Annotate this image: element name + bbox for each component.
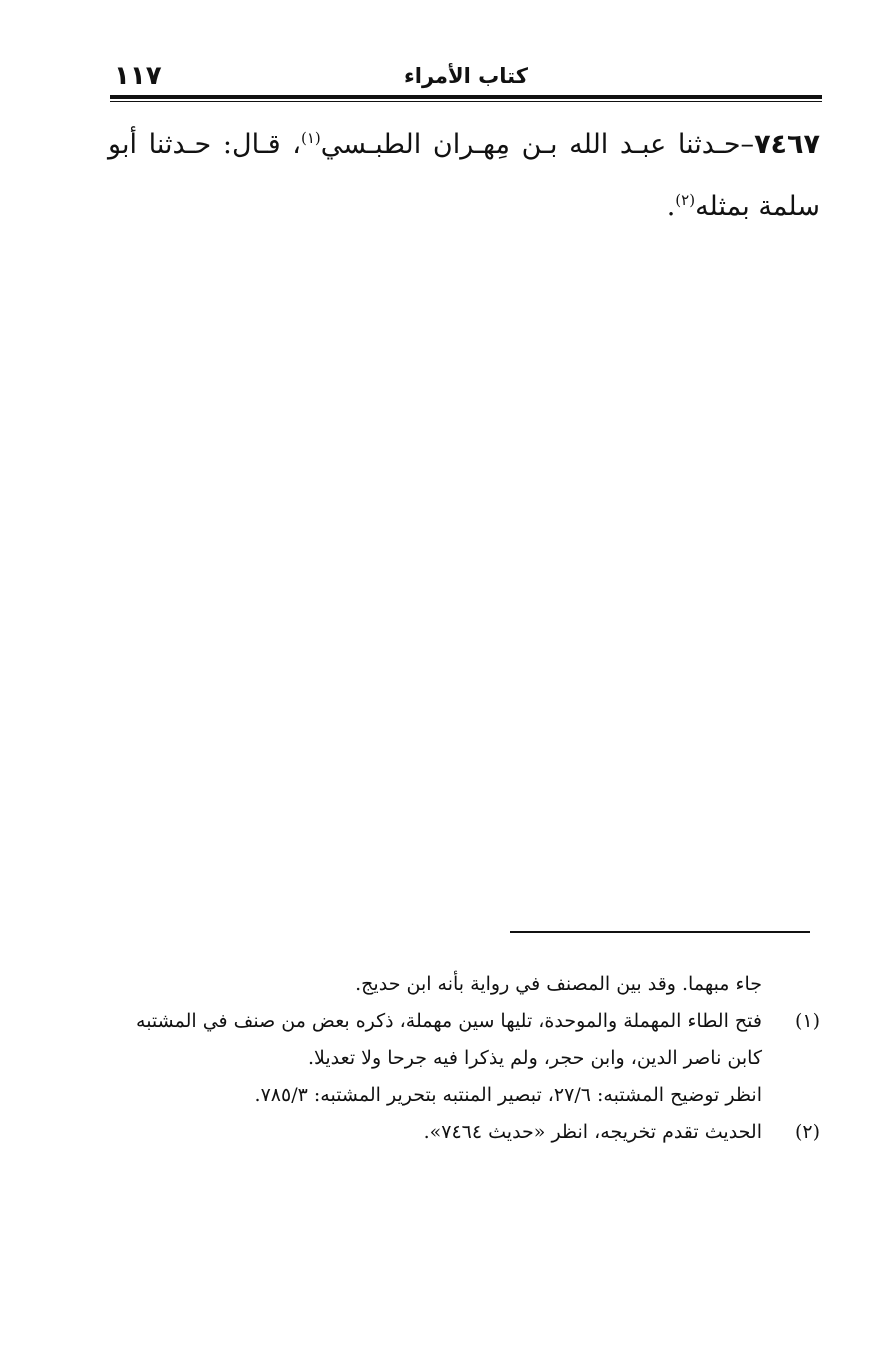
hadith-text-part2: ، قـال: حـدثنا أبو سلمة بمثله xyxy=(108,129,820,222)
footnote-1-marker: (١) xyxy=(794,1010,820,1032)
page-header xyxy=(110,58,822,94)
footnote-1-line-1: فتح الطاء المهملة والموحدة، تليها سين مهملة، ذكره بعض من صنف في المشتبه xyxy=(136,1010,762,1032)
footnote-1-line-2: كابن ناصر الدين، وابن حجر، ولم يذكرا فيه جرحا ولا تعديلا. xyxy=(308,1047,762,1069)
footnote-ref-2: (٢) xyxy=(675,191,696,209)
footnote-1-line-3: انظر توضيح المشتبه: ٢٧/٦، تبصير المنتبه بتحرير المشتبه: ٧٨٥/٣. xyxy=(254,1084,762,1106)
footnote-ref-1: (١) xyxy=(300,129,321,147)
running-title: كتاب الأمراء xyxy=(404,64,528,88)
footnote-2-marker: (٢) xyxy=(794,1121,820,1143)
footnote-1 xyxy=(106,1003,820,1114)
footnote-divider xyxy=(510,931,810,933)
footnotes-section xyxy=(106,966,820,1151)
page-number: ١١٧ xyxy=(114,61,162,91)
header-rule-thin xyxy=(110,101,822,102)
hadith-text-part3: . xyxy=(666,191,676,222)
hadith-text-part1: –حـدثنا عبـد الله بـن مِهـران الطبـسي xyxy=(320,129,755,160)
hadith-paragraph xyxy=(108,114,820,238)
header-rule-thick xyxy=(110,95,822,99)
footnote-2 xyxy=(106,1114,820,1151)
hadith-number: ٧٤٦٧ xyxy=(754,129,820,160)
footnote-continuation: جاء مبهما. وقد بين المصنف في رواية بأنه ابن حديج. xyxy=(355,973,762,995)
footnote-2-text: الحديث تقدم تخريجه، انظر «حديث ٧٤٦٤». xyxy=(423,1121,762,1143)
